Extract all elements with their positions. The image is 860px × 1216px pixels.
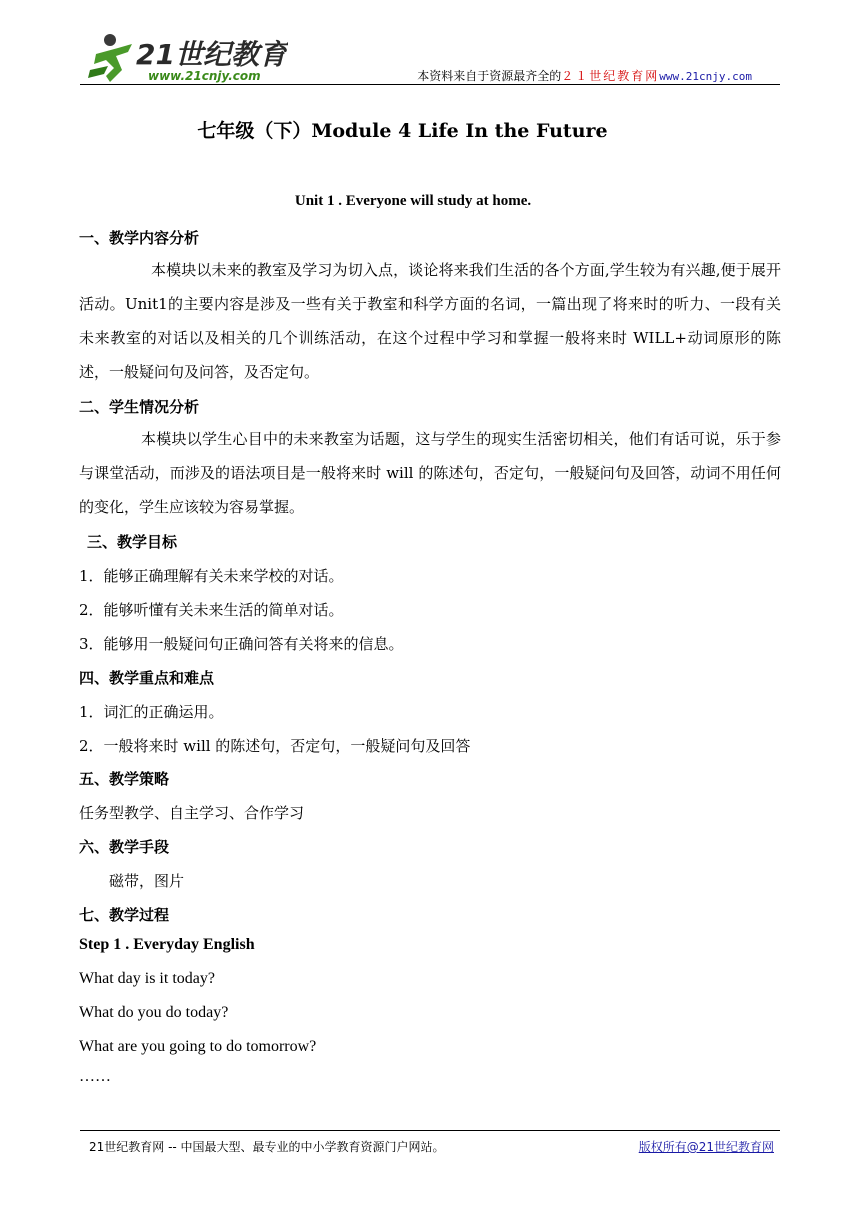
header-note-brand: ２１世纪教育网 (561, 69, 660, 83)
goal-item: 3．能够用一般疑问句正确问答有关将来的信息。 (79, 635, 404, 653)
header-note (417, 67, 752, 84)
document-title: 七年级（下）Module 4 Life In the Future (197, 120, 608, 142)
site-logo (88, 30, 288, 86)
section-2-heading: 二、学生情况分析 (79, 398, 200, 416)
section-4-heading: 四、教学重点和难点 (79, 669, 215, 687)
key-point-item: 2．一般将来时 will 的陈述句，否定句，一般疑问句及回答 (79, 737, 471, 755)
footer-copyright-link[interactable]: 版权所有@21世纪教育网 (638, 1140, 774, 1154)
section-1-heading: 一、教学内容分析 (79, 229, 200, 247)
header-divider (80, 84, 780, 85)
goal-item: 1．能够正确理解有关未来学校的对话。 (79, 567, 344, 585)
footer-slogan: 21世纪教育网 -- 中国最大型、最专业的中小学教育资源门户网站。 (89, 1140, 445, 1154)
section-5-heading: 五、教学策略 (79, 770, 170, 788)
section-3-heading: 三、教学目标 (87, 533, 178, 551)
goal-item: 2．能够听懂有关未来生活的简单对话。 (79, 601, 344, 619)
section-1-text: 本模块以未来的教室及学习为切入点，谈论将来我们生活的各个方面,学生较为有兴趣,便于展开活动。Unit1的主要内容是涉及一些有关于教室和科学方面的名词，一篇出现了将来时的听力、一段有关未来教室的对话以及相关的几个训练活动，在这个过程中学习和掌握一般将来时 WILL+动词原形的陈述，一般疑问句及问答，及否定句。 (79, 261, 781, 381)
unit-title: Unit 1 . Everyone will study at home. (294, 193, 532, 209)
footer-divider (80, 1130, 780, 1131)
header-note-url[interactable]: www.21cnjy.com (659, 70, 752, 83)
ellipsis-line: …… (79, 1068, 111, 1085)
section-6-text: 磁带，图片 (109, 872, 185, 890)
dialogue-line: What are you going to do tomorrow? (79, 1038, 317, 1055)
logo-url-text: www.21cnjy.com (148, 69, 261, 83)
step-1-heading: Step 1 . Everyday English (79, 936, 255, 953)
header-note-prefix: 本资料来自于资源最齐全的 (417, 69, 562, 83)
logo-text: 21世纪教育 (136, 38, 287, 71)
section-7-heading: 七、教学过程 (79, 906, 170, 924)
section-6-heading: 六、教学手段 (79, 838, 170, 856)
key-point-item: 1．词汇的正确运用。 (79, 703, 224, 721)
runner-icon (88, 34, 132, 82)
section-5-text: 任务型教学、自主学习、合作学习 (79, 804, 305, 822)
dialogue-line: What do you do today? (79, 1004, 229, 1021)
dialogue-line: What day is it today? (79, 970, 215, 987)
section-2-text: 本模块以学生心目中的未来教室为话题，这与学生的现实生活密切相关，他们有话可说，乐于参与课堂活动，而涉及的语法项目是一般将来时 will 的陈述句，否定句，一般疑问句及回答，动词不用任何的变化，学生应该较为容易掌握。 (79, 430, 781, 516)
